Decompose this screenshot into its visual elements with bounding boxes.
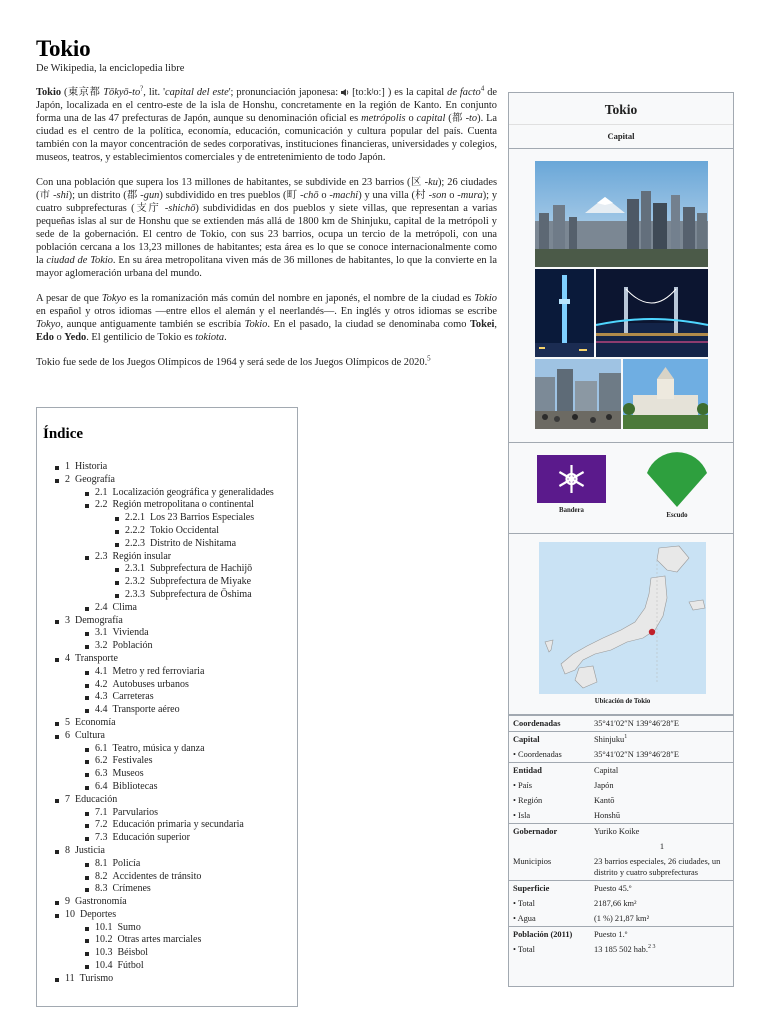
infobox-row	[509, 732, 733, 748]
text-run: de Japón, localizada en el centro-este de la isla de Honshu, concretamente en la región de Kanto. En conjunto forma una de las 47 prefecturas de Japón, aunque su denominación oficial es	[36, 87, 497, 124]
infobox-value-text: 2187,66 km²	[594, 899, 637, 908]
toc-item[interactable]	[43, 525, 297, 538]
toc-item-label: Educación primaria y secundaria	[112, 819, 244, 831]
toc-item-label: Educación superior	[112, 832, 190, 844]
text-run: Tokio	[244, 319, 268, 330]
infobox-value-text: Japón	[594, 781, 614, 790]
text-run: -shichō	[164, 203, 196, 214]
toc-item-label: Los 23 Barrios Especiales	[150, 512, 255, 524]
infobox-row	[509, 716, 733, 732]
infobox-row-value	[590, 716, 733, 732]
text-run: Tokyo	[101, 293, 127, 304]
toc-item-number: 6.1	[95, 742, 108, 754]
toc-item-label: Justicia	[75, 844, 105, 856]
toc-item[interactable]	[43, 499, 297, 512]
text-run: ); un distrito (郡	[68, 190, 141, 201]
text-run: capital	[416, 113, 446, 124]
toc-item-number: 8.3	[95, 883, 108, 895]
text-run: -son	[428, 190, 447, 201]
infobox-row-value	[590, 793, 733, 808]
text-run: (都	[445, 113, 466, 124]
infobox-value-text: 35°41′02″N 139°46′28″E	[594, 719, 680, 728]
text-run: ) subdividido en tres pueblos (町	[159, 190, 301, 201]
infobox-value-text: Puesto 1.º	[594, 930, 628, 939]
infobox-row-value	[590, 881, 733, 897]
text-run: Tokio fue sede de los Juegos Olímpicos de 1964 y será sede de los Juegos Olímpicos de 2020.	[36, 357, 428, 368]
text-run: Yedo	[64, 332, 87, 343]
toc-item-label: Clima	[112, 601, 137, 613]
text-run: A pesar de que	[36, 293, 102, 304]
infobox-value-text: 1	[659, 842, 665, 851]
text-run: ciudad de Tokio	[46, 255, 113, 266]
text-run: ) subdivididas en dos pueblos y siete villas, que representan a varias pequeñas islas al sur de Honshu que se extienden más allá de 1800 km de Shinjuku, capital de la metrópoli y sede de la gobernación. El centro de Tokio, con sus 23 barrios, ocupa un tercio de la metrópoli, con una población cercana a los 13,23 millones de habitantes; esta área es lo que se conoce internacionalmente como la	[36, 203, 497, 266]
toc-item-label: Sumo	[117, 921, 141, 933]
toc-item[interactable]	[43, 704, 297, 717]
toc-item-number: 2.4	[95, 601, 108, 613]
infobox-row	[509, 747, 733, 763]
shield-caption: Escudo	[666, 512, 688, 519]
text-run: ); y cuatro subprefecturas (支庁	[36, 190, 498, 214]
infobox-row-value	[590, 896, 733, 911]
toc-item[interactable]	[43, 602, 297, 615]
toc-item-label: Población	[112, 640, 153, 652]
text-run: ). La ciudad es el centro de la política, economía, educación, comunicación y cultura popular del país. Cuenta también con la mayor concentración de sedes corporativas, instituciones financieras, universidades y colegios, museos, teatros, y establecimientos comerciales y de entretenimiento de todo Japón.	[36, 113, 498, 163]
toc-item[interactable]	[43, 909, 297, 922]
infobox-row-value	[590, 854, 733, 881]
reference-mark[interactable]: 2 3	[647, 944, 656, 951]
symbols-row	[509, 443, 733, 534]
text-run: o	[446, 190, 458, 201]
infobox-row-value	[590, 824, 733, 840]
text-run: -gun	[140, 190, 160, 201]
toc-item-label: Región insular	[112, 550, 172, 562]
text-run: (東京都	[61, 87, 104, 98]
toc-item-number: 7	[65, 793, 70, 805]
infobox-value-text: Kantō	[594, 796, 615, 805]
infobox-title: Tokio	[604, 102, 638, 117]
toc-item[interactable]	[43, 896, 297, 909]
toc-item-label: Demografía	[75, 614, 123, 626]
toc-item-number: 6.3	[95, 768, 108, 780]
photo-diet-building[interactable]	[623, 359, 708, 429]
text-run: en español y otros idiomas —entre ellos el alemán y el neerlandés—. En inglés y otros idiomas se escribe	[36, 306, 497, 317]
infobox-value-text: Shinjuku	[594, 735, 625, 744]
infobox-row	[509, 896, 733, 911]
infobox-value-text: Yuriko Koike	[594, 827, 640, 836]
toc-item-label: Localización geográfica y generalidades	[112, 486, 274, 498]
text-run: .	[224, 332, 227, 343]
infobox-row-value	[590, 911, 733, 927]
article-body	[36, 86, 497, 381]
toc-item-label: Educación	[75, 793, 118, 805]
infobox-row	[509, 824, 733, 840]
text-run: metrópolis	[361, 113, 406, 124]
toc-item-label: Economía	[75, 716, 116, 728]
text-run: [toːkʲoː] ) es la capital	[349, 87, 448, 98]
toc-item-number: 6.4	[95, 780, 108, 792]
toc-item-number: 2.2.3	[125, 537, 145, 549]
toc-item[interactable]	[43, 461, 297, 474]
toc-item-number: 4.3	[95, 691, 108, 703]
toc-item-number: 2.3.2	[125, 576, 145, 588]
toc-item-label: Bibliotecas	[112, 780, 158, 792]
toc-item-number: 3.1	[95, 627, 108, 639]
toc-item-number: 2.2	[95, 499, 108, 511]
toc-item-number: 4.4	[95, 704, 108, 716]
infobox-row	[509, 911, 733, 927]
toc-item-number: 10.1	[95, 921, 113, 933]
toc-item-label: Gastronomía	[75, 896, 127, 908]
infobox-value-text: 23 barrios especiales, 26 ciudades, un distrito y cuatro subprefecturas	[594, 857, 721, 877]
toc-item[interactable]	[43, 563, 297, 576]
infobox-row-label: • Total	[513, 945, 535, 954]
infobox-row	[509, 778, 733, 793]
toc-item[interactable]	[43, 474, 297, 487]
toc-item[interactable]	[43, 960, 297, 973]
toc-item[interactable]	[43, 845, 297, 858]
japan-map-image[interactable]	[539, 542, 706, 694]
reference-mark[interactable]: 1	[624, 734, 628, 741]
photo-skytree-night[interactable]	[535, 269, 594, 357]
infobox-row-label: Población (2011)	[509, 927, 590, 943]
toc-item[interactable]	[43, 717, 297, 730]
toc-item-label: Subprefectura de Miyake	[150, 576, 252, 588]
toc-list	[43, 461, 297, 986]
infobox-row-label: • Coordenadas	[513, 750, 562, 759]
text-run: , lit. '	[143, 87, 165, 98]
toc-item-label: Vivienda	[112, 627, 149, 639]
text-run: . En su área metropolitana viven más de 36 millones de habitantes, lo que la convierte en la mayor aglomeración urbana del mundo.	[36, 255, 497, 279]
location-map	[509, 534, 733, 715]
toc-item[interactable]	[43, 640, 297, 653]
text-run: Tokio	[474, 293, 497, 304]
text-run: Tokio	[36, 87, 62, 98]
toc-item[interactable]	[43, 973, 297, 986]
toc-item-number: 10.3	[95, 947, 113, 959]
toc-item[interactable]	[43, 755, 297, 768]
toc-item[interactable]	[43, 512, 297, 525]
infobox-row-label: • Región	[513, 796, 543, 805]
toc-item-label: Festivales	[112, 755, 153, 767]
toc-item-label: Policía	[112, 857, 141, 869]
toc-item-number: 10.2	[95, 934, 113, 946]
photo-skyline[interactable]	[535, 161, 708, 267]
text-run: -shi	[53, 190, 69, 201]
toc-item-number: 2.3.1	[125, 563, 145, 575]
infobox-value-text: Capital	[594, 766, 619, 775]
toc-item-number: 6.2	[95, 755, 108, 767]
page-title: Tokio	[36, 36, 91, 61]
toc-item-label: Carreteras	[112, 691, 154, 703]
text-run: o	[405, 113, 417, 124]
toc-item-label: Distrito de Nishitama	[150, 537, 237, 549]
toc-item-number: 2	[65, 473, 70, 485]
toc-item[interactable]	[43, 922, 297, 935]
toc-item-number: 3	[65, 614, 70, 626]
text-run: o	[53, 332, 65, 343]
photo-street[interactable]	[535, 359, 621, 429]
infobox-row-value	[590, 732, 733, 748]
infobox-value-text: Puesto 45.º	[594, 884, 632, 893]
toc-title: Índice	[43, 426, 84, 442]
toc-item[interactable]	[43, 627, 297, 640]
toc-item-label: Tokio Occidental	[150, 524, 219, 536]
toc-item[interactable]	[43, 871, 297, 884]
toc-item-number: 5	[65, 716, 70, 728]
toc-item-label: Subprefectura de Ōshima	[150, 588, 252, 600]
infobox-row	[509, 881, 733, 897]
toc-item-number: 8	[65, 844, 70, 856]
infobox-row-value	[590, 927, 733, 943]
toc-item[interactable]	[43, 743, 297, 756]
infobox-row-label: • País	[513, 781, 532, 790]
toc-item[interactable]	[43, 653, 297, 666]
map-caption: Ubicación de Tokio	[594, 698, 651, 705]
toc-item[interactable]	[43, 947, 297, 960]
infobox-row-value	[590, 942, 733, 957]
infobox-row	[509, 927, 733, 943]
toc-item[interactable]	[43, 487, 297, 500]
infobox-row-label: Gobernador	[509, 824, 590, 840]
infobox-value-text: 35°41′02″N 139°46′28″E	[594, 750, 680, 759]
text-run: -to	[465, 113, 478, 124]
text-run: -ku	[424, 177, 438, 188]
reference-mark[interactable]: ?	[140, 84, 144, 93]
toc-item-number: 10.4	[95, 960, 113, 972]
toc-item-number: 8.1	[95, 857, 108, 869]
toc-item-label: Accidentes de tránsito	[112, 870, 202, 882]
article-paragraph	[36, 356, 497, 369]
text-run: tokiota	[195, 332, 225, 343]
infobox-row-value	[590, 839, 733, 854]
toc-item[interactable]	[43, 666, 297, 679]
toc-item-number: 7.2	[95, 819, 108, 831]
flag-image[interactable]	[537, 455, 606, 503]
toc-item[interactable]	[43, 589, 297, 602]
toc-item[interactable]	[43, 819, 297, 832]
text-run: Con una población que supera los 13 millones de habitantes, se subdivide en 23 barrios (区	[36, 177, 425, 188]
text-run: de facto	[447, 87, 481, 98]
toc-item-label: Autobuses urbanos	[112, 678, 189, 690]
text-run: -mura	[457, 190, 483, 201]
infobox-row-label: • Isla	[513, 811, 531, 820]
text-run: , aunque antiguamente también se escribía	[60, 319, 245, 330]
table-of-contents	[36, 407, 298, 1007]
toc-item[interactable]	[43, 781, 297, 794]
toc-item[interactable]	[43, 858, 297, 871]
toc-item-label: Crímenes	[112, 883, 151, 895]
infobox-row-value	[590, 808, 733, 824]
toc-item[interactable]	[43, 576, 297, 589]
toc-item-label: Transporte aéreo	[112, 704, 180, 716]
toc-item-number: 10	[65, 908, 75, 920]
text-run: '; pronunciación japonesa:	[228, 87, 342, 98]
article-paragraph	[36, 86, 497, 164]
toc-item-number: 1	[65, 461, 70, 472]
article-paragraph	[36, 292, 497, 344]
infobox-row-label: Superficie	[509, 881, 590, 897]
infobox-row-label: • Agua	[513, 914, 536, 923]
text-run: o	[318, 190, 330, 201]
reference-mark[interactable]: 4	[480, 84, 485, 93]
text-run: -chō	[300, 190, 319, 201]
photo-rainbow-bridge[interactable]	[596, 269, 708, 357]
infobox-row-label	[509, 839, 590, 854]
infobox-row	[509, 793, 733, 808]
toc-item-label: Geografía	[75, 473, 115, 485]
toc-item-number: 4.2	[95, 678, 108, 690]
speaker-icon[interactable]	[341, 89, 349, 96]
toc-item-number: 3.2	[95, 640, 108, 652]
page-subtitle: De Wikipedia, la enciclopedia libre	[36, 63, 185, 74]
text-run: Edo	[36, 332, 54, 343]
infobox-row-value	[590, 778, 733, 793]
toc-item-number: 6	[65, 729, 70, 741]
toc-item[interactable]	[43, 883, 297, 896]
infobox-row-label: Capital	[509, 732, 590, 748]
infobox-row	[509, 942, 733, 957]
infobox-value-text: (1 %) 21,87 km²	[594, 914, 650, 923]
infobox-row	[509, 854, 733, 881]
infobox-value-text: 13 185 502 hab.	[594, 945, 648, 954]
toc-item[interactable]	[43, 679, 297, 692]
infobox-data-table	[509, 715, 733, 957]
photo-montage	[509, 149, 733, 443]
text-run: . El gentilicio de Tokio es	[86, 332, 196, 343]
infobox-row-value	[590, 763, 733, 779]
toc-item-label: Subprefectura de Hachijō	[150, 563, 253, 575]
text-run: ) y una villa (村	[358, 190, 429, 201]
toc-item-label: Metro y red ferroviaria	[112, 665, 205, 677]
toc-item-label: Deportes	[80, 908, 117, 920]
toc-item-number: 2.1	[95, 486, 108, 498]
text-run: ); 26 ciudades (市	[36, 177, 497, 201]
toc-item[interactable]	[43, 615, 297, 628]
infobox	[508, 92, 734, 987]
shield-image[interactable]	[645, 447, 709, 509]
toc-item-label: Fútbol	[117, 960, 144, 972]
toc-item[interactable]	[43, 832, 297, 845]
toc-item[interactable]	[43, 691, 297, 704]
toc-item-number: 7.1	[95, 806, 108, 818]
infobox-row	[509, 808, 733, 824]
toc-item-number: 8.2	[95, 870, 108, 882]
toc-item-number: 4.1	[95, 665, 108, 677]
toc-item-label: Turismo	[79, 972, 114, 984]
infobox-row-label: Coordenadas	[509, 716, 590, 732]
toc-item-number: 11	[65, 972, 75, 984]
reference-mark[interactable]: 5	[427, 354, 431, 363]
toc-item[interactable]	[43, 794, 297, 807]
infobox-type: Capital	[509, 124, 733, 149]
text-run: ,	[494, 319, 497, 330]
toc-item[interactable]	[43, 934, 297, 947]
infobox-row-label: • Total	[513, 899, 535, 908]
toc-item-label: Historia	[75, 461, 108, 472]
infobox-row	[509, 763, 733, 779]
toc-item-number: 2.2.1	[125, 512, 145, 524]
infobox-row-label: Municipios	[513, 857, 552, 866]
text-run: capital del este	[165, 87, 229, 98]
toc-item-label: Región metropolitana o continental	[112, 499, 254, 511]
toc-item[interactable]	[43, 538, 297, 551]
text-run: . En el pasado, la ciudad se denominaba como	[267, 319, 470, 330]
infobox-row-value	[590, 747, 733, 763]
text-run: Tōkyō-to	[103, 87, 141, 98]
toc-item-label: Béisbol	[117, 947, 149, 959]
article-paragraph	[36, 176, 497, 280]
toc-item[interactable]	[43, 551, 297, 564]
toc-item-number: 9	[65, 896, 70, 908]
toc-item-number: 4	[65, 652, 70, 664]
toc-item-label: Museos	[112, 768, 144, 780]
flag-caption: Bandera	[559, 507, 584, 514]
text-run: -machi	[329, 190, 359, 201]
toc-item[interactable]	[43, 807, 297, 820]
infobox-row-label: Entidad	[509, 763, 590, 779]
infobox-row	[509, 839, 733, 854]
toc-item-label: Parvularios	[112, 806, 159, 818]
toc-item-label: Transporte	[75, 652, 118, 664]
toc-item-label: Teatro, música y danza	[112, 742, 205, 754]
infobox-value-text: Honshū	[594, 811, 621, 820]
toc-item-label: Otras artes marciales	[117, 934, 202, 946]
toc-item-number: 2.3	[95, 550, 108, 562]
toc-item[interactable]	[43, 768, 297, 781]
text-run: Tokyo	[36, 319, 61, 330]
toc-item-number: 2.2.2	[125, 524, 145, 536]
toc-item-label: Cultura	[75, 729, 105, 741]
toc-item-number: 2.3.3	[125, 588, 145, 600]
toc-item[interactable]	[43, 730, 297, 743]
text-run: Tokei	[469, 319, 495, 330]
toc-item-number: 7.3	[95, 832, 108, 844]
text-run: es la romanización más común del nombre en japonés, el nombre de la ciudad es	[126, 293, 475, 304]
